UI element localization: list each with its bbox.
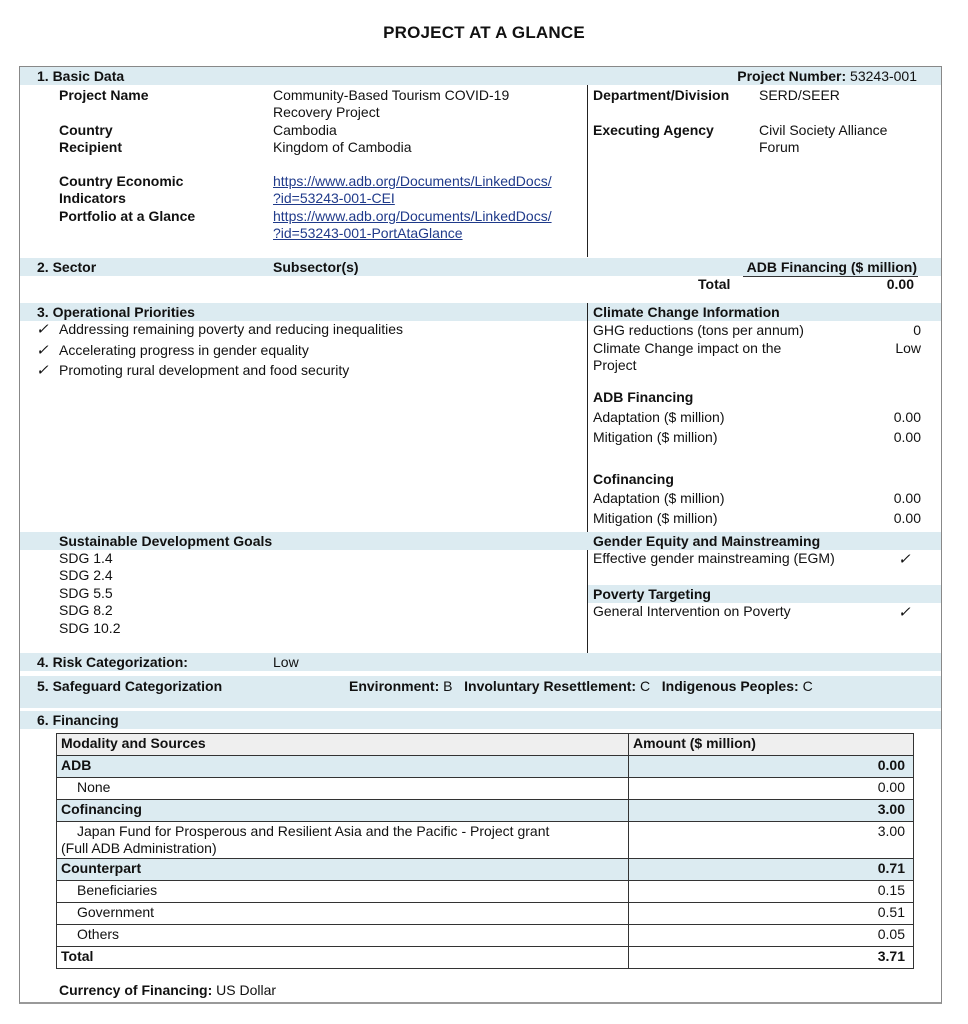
row-amount: 0.15	[629, 881, 914, 903]
cofinancing-heading: Cofinancing	[593, 471, 674, 487]
country-label: Country	[59, 122, 113, 138]
project-name-label: Project Name	[59, 87, 149, 103]
portfolio-link-line2[interactable]: ?id=53243-001-PortAtaGlance	[273, 225, 463, 241]
recipient-value: Kingdom of Cambodia	[273, 139, 412, 155]
divider-section-1	[587, 85, 588, 257]
ghg-label: GHG reductions (tons per annum)	[593, 322, 804, 338]
priority-item-3: Promoting rural development and food security	[59, 362, 350, 378]
cof-adaptation-value: 0.00	[893, 490, 921, 506]
adb-adaptation-label: Adaptation ($ million)	[593, 409, 725, 425]
table-row	[57, 822, 914, 859]
sdg-item-4: SDG 8.2	[59, 602, 113, 618]
sdg-item-2: SDG 2.4	[59, 567, 113, 583]
table-row	[57, 903, 914, 925]
sdg-item-1: SDG 1.4	[59, 550, 113, 566]
subsector-label: Subsector(s)	[273, 259, 359, 275]
climate-heading: Climate Change Information	[593, 304, 780, 320]
resettlement-label: Involuntary Resettlement:	[464, 678, 637, 694]
executing-agency-line1: Civil Society Alliance	[759, 122, 888, 138]
resettlement-value: C	[639, 678, 651, 694]
department-label: Department/Division	[593, 87, 730, 103]
row-label: Government	[57, 903, 629, 925]
section-1-heading: 1. Basic Data	[37, 68, 125, 84]
portfolio-link-line1[interactable]: https://www.adb.org/Documents/LinkedDocs/	[273, 208, 552, 224]
cof-mitigation-label: Mitigation ($ million)	[593, 510, 718, 526]
adb-mitigation-value: 0.00	[893, 429, 921, 445]
currency-value: US Dollar	[216, 982, 277, 998]
table-total-row	[57, 947, 914, 969]
risk-value: Low	[273, 654, 299, 670]
project-summary-frame	[19, 66, 942, 1004]
adb-financing-heading: ADB Financing	[593, 389, 694, 405]
section-5-heading: 5. Safeguard Categorization	[37, 678, 223, 694]
gender-heading: Gender Equity and Mainstreaming	[593, 533, 821, 549]
cof-adaptation-label: Adaptation ($ million)	[593, 490, 725, 506]
check-icon: ✓	[898, 551, 911, 568]
gender-item: Effective gender mainstreaming (EGM)	[593, 550, 835, 566]
row-label: ADB	[57, 756, 629, 778]
currency-of-financing	[59, 982, 276, 999]
sdg-item-3: SDG 5.5	[59, 585, 113, 601]
cei-label-line1: Country Economic	[59, 173, 184, 189]
project-number-label: Project Number:	[737, 68, 847, 84]
row-label-line1: Japan Fund for Prosperous and Resilient Asia and the Pacific - Project grant	[77, 823, 550, 839]
col-modality-header: Modality and Sources	[57, 734, 629, 756]
check-icon: ✓	[36, 362, 49, 379]
portfolio-label: Portfolio at a Glance	[59, 208, 196, 224]
impact-value: Low	[895, 340, 921, 356]
poverty-item: General Intervention on Poverty	[593, 603, 791, 619]
environment-label: Environment:	[349, 678, 440, 694]
page-title: PROJECT AT A GLANCE	[383, 23, 585, 42]
row-amount: 0.71	[629, 859, 914, 881]
impact-label-line1: Climate Change impact on the	[593, 340, 782, 356]
recipient-label: Recipient	[59, 139, 123, 155]
row-amount: 0.00	[629, 756, 914, 778]
row-label-line2: (Full ADB Administration)	[61, 840, 217, 856]
row-label: None	[57, 778, 629, 800]
row-label: Total	[57, 947, 629, 969]
project-name-line1: Community-Based Tourism COVID-19	[273, 87, 510, 103]
indigenous-label: Indigenous Peoples:	[661, 678, 799, 694]
row-amount: 0.05	[629, 925, 914, 947]
indigenous-value: C	[802, 678, 813, 694]
environment-value: B	[443, 678, 453, 694]
table-row	[57, 778, 914, 800]
adb-financing-label: ADB Financing ($ million)	[746, 259, 917, 275]
department-value: SERD/SEER	[759, 87, 840, 103]
sector-total-label: Total	[698, 276, 731, 292]
priority-item-2: Accelerating progress in gender equality	[59, 342, 309, 358]
impact-label-line2: Project	[593, 357, 637, 373]
adb-mitigation-label: Mitigation ($ million)	[593, 429, 718, 445]
table-row	[57, 859, 914, 881]
country-value: Cambodia	[273, 122, 337, 138]
check-icon: ✓	[36, 321, 49, 338]
check-icon: ✓	[36, 342, 49, 359]
priority-item-1: Addressing remaining poverty and reducing inequalities	[59, 321, 403, 337]
row-label: Cofinancing	[57, 800, 629, 822]
executing-agency-line2: Forum	[759, 139, 800, 155]
table-header-row	[57, 734, 914, 756]
cei-label-line2: Indicators	[59, 190, 126, 206]
poverty-heading: Poverty Targeting	[593, 586, 711, 602]
row-amount: 3.00	[629, 822, 914, 859]
executing-agency-label: Executing Agency	[593, 122, 714, 138]
row-amount: 0.51	[629, 903, 914, 925]
row-label-multiline	[57, 822, 629, 859]
section-2-heading: 2. Sector	[37, 259, 97, 275]
section-4-heading: 4. Risk Categorization:	[37, 654, 188, 670]
safeguard-values	[349, 678, 813, 695]
project-number	[737, 68, 917, 85]
ghg-value: 0	[913, 322, 921, 338]
project-number-value: 53243-001	[850, 68, 917, 84]
check-icon: ✓	[898, 604, 911, 621]
cei-link-line2[interactable]: ?id=53243-001-CEI	[273, 190, 395, 206]
row-amount: 3.00	[629, 800, 914, 822]
row-label: Others	[57, 925, 629, 947]
row-label: Counterpart	[57, 859, 629, 881]
sdg-heading: Sustainable Development Goals	[59, 533, 273, 549]
cof-mitigation-value: 0.00	[893, 510, 921, 526]
project-name-line2: Recovery Project	[273, 104, 380, 120]
table-row	[57, 800, 914, 822]
sector-total-value: 0.00	[886, 276, 914, 292]
row-amount: 0.00	[629, 778, 914, 800]
adb-adaptation-value: 0.00	[893, 409, 921, 425]
section-6-header	[20, 711, 941, 729]
section-3-heading: 3. Operational Priorities	[37, 304, 195, 320]
table-row	[57, 756, 914, 778]
col-amount-header: Amount ($ million)	[629, 734, 914, 756]
row-amount: 3.71	[629, 947, 914, 969]
section-6-heading: 6. Financing	[37, 712, 119, 728]
table-row	[57, 925, 914, 947]
row-label: Beneficiaries	[57, 881, 629, 903]
currency-label: Currency of Financing:	[59, 982, 213, 998]
financing-table	[56, 733, 914, 969]
table-row	[57, 881, 914, 903]
cei-link-line1[interactable]: https://www.adb.org/Documents/LinkedDocs/	[273, 173, 552, 189]
sdg-item-5: SDG 10.2	[59, 620, 121, 636]
